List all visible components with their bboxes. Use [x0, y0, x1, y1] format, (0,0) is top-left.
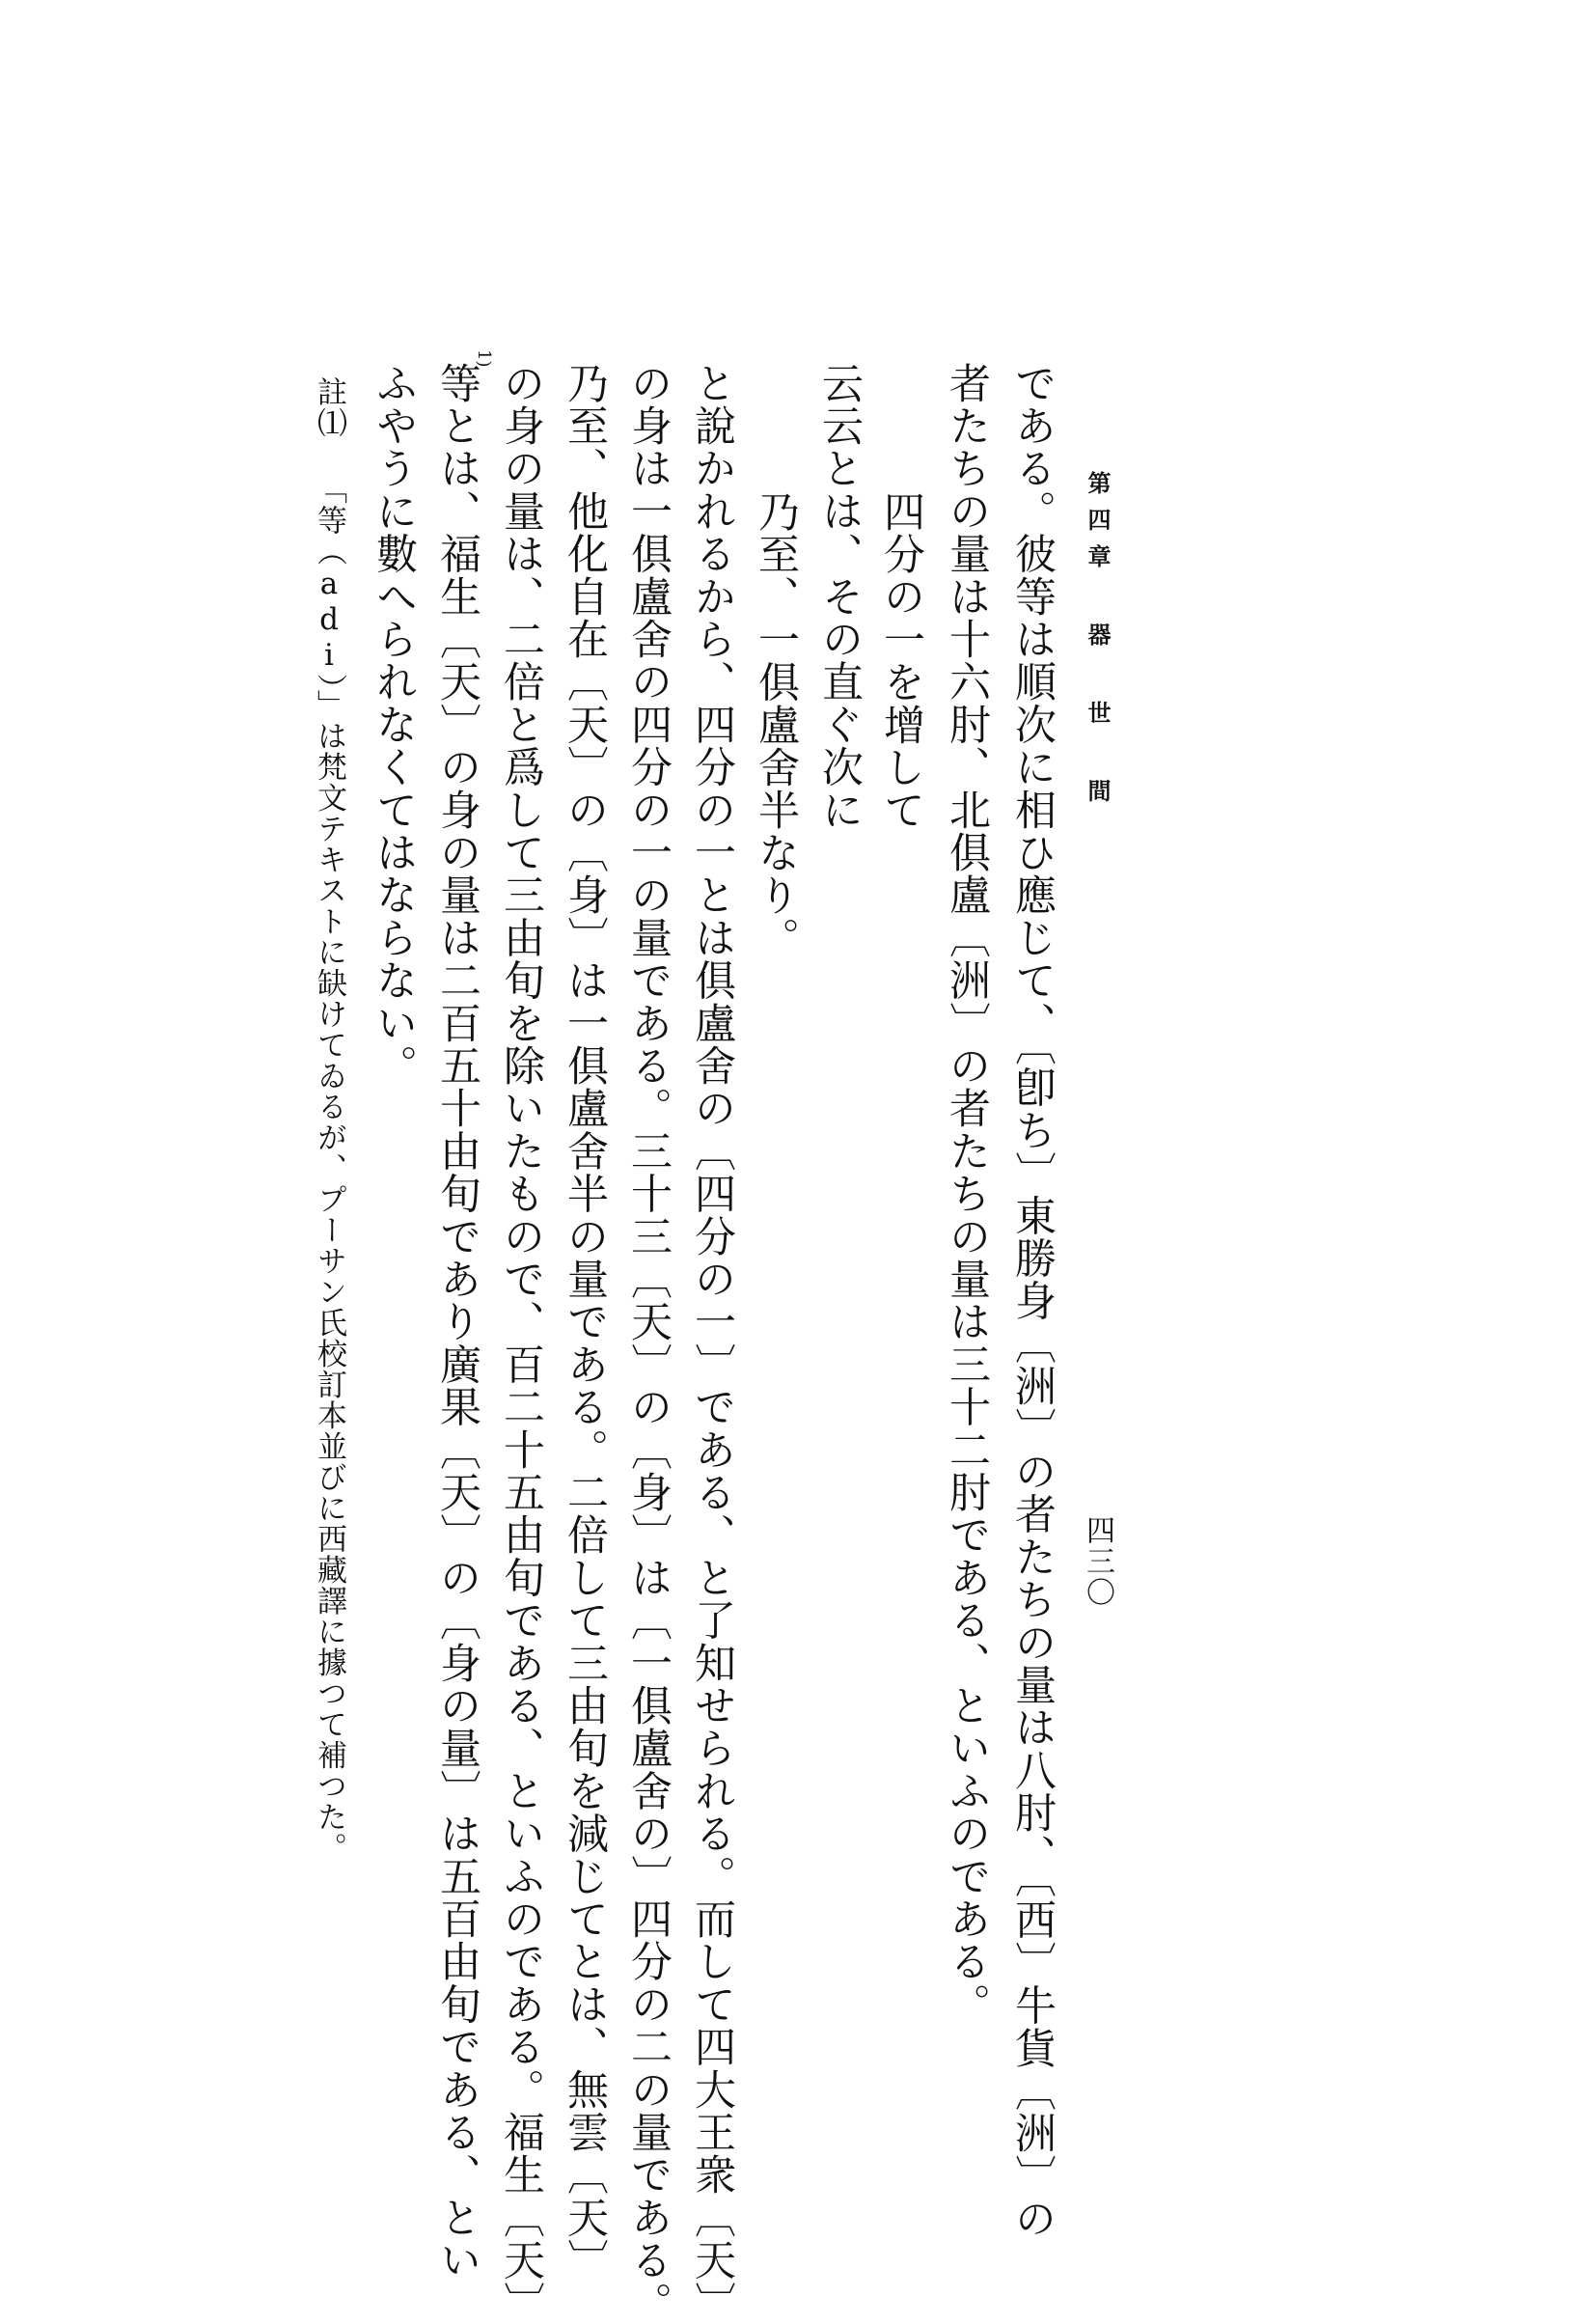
text-column: 云云とは、その直ぐ次に [815, 362, 864, 832]
footnote-marker: 1) [474, 349, 494, 368]
text-column: 乃至、他化自在〔天〕の〔身〕は一俱盧舍半の量である。二倍して三由旬を減じてとは、無雲〔天〕 [561, 362, 609, 2282]
text-column: と說かれるから、四分の一とは俱盧舍の〔四分の一〕である、と了知せられる。而して四大王衆〔天〕 [688, 362, 736, 2324]
text-column: ふやうに數へられなくてはならない。 [370, 362, 418, 1088]
text-column: の身は一俱盧舍の四分の一の量である。三十三〔天〕の〔身〕は〔一俱盧舍の〕四分の二の量である。 [624, 362, 673, 2324]
text-column: 等とは、福生〔天〕の身の量は二百五十由旬であり廣果〔天〕の〔身の量〕は五百由旬である、とい [433, 362, 481, 2282]
page-number: 四三〇 [1081, 1515, 1114, 1608]
chapter-title: 第四章 器 世 間 [1084, 471, 1112, 816]
text-column: 者たちの量は十六肘、北俱盧〔洲〕の者たちの量は三十二肘である、といふのである。 [943, 362, 991, 2026]
text-column: である。彼等は順次に相ひ應じて、〔卽ち〕東勝身〔洲〕の者たちの量は八肘、〔西〕牛貨〔洲〕の [1008, 362, 1057, 2240]
text-column: 四分の一を增して [877, 490, 925, 832]
text-column: 乃至、一俱盧舍半なり。 [752, 490, 800, 960]
text-column: の身の量は、二倍と爲して三由旬を除いたもので、百二十五由旬である、といふのである。福生〔天〕 [497, 362, 545, 2324]
footnote: 註⑴ 「等（adi）」は梵文テキストに缺けてゐるが、プーサン氏校訂本並びに西藏譯に據つて補つた。 [312, 376, 346, 1864]
